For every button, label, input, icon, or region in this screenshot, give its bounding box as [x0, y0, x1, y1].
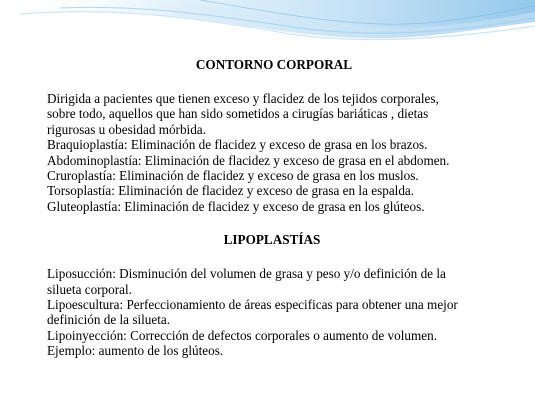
- list-item-gluteoplastia: Gluteoplastía: Eliminación de flacidez y exceso de grasa en los glúteos.: [47, 198, 425, 214]
- lipo-line: Ejemplo: aumento de los glúteos.: [47, 343, 224, 359]
- intro-paragraph: [47, 91, 497, 137]
- list-item-torsoplastia: Torsoplastía: Eliminación de flacidez y exceso de grasa en la espalda.: [47, 183, 415, 199]
- procedures-list: [47, 137, 497, 214]
- intro-line: rigurosas u obesidad mórbida.: [47, 121, 206, 137]
- lipo-line: definición de la silueta.: [47, 312, 171, 328]
- section-title-lipoplastias: LIPOPLASTÍAS: [223, 232, 321, 248]
- lipo-line: Liposucción: Disminución del volumen de grasa y peso y/o definición de la: [47, 266, 446, 282]
- intro-line: sobre todo, aquellos que han sido sometidos a cirugías bariáticas , dietas: [47, 106, 429, 122]
- list-item-cruroplastia: Cruroplastía: Eliminación de flacidez y exceso de grasa en los muslos.: [47, 168, 419, 184]
- section-title-contorno: CONTORNO CORPORAL: [195, 57, 353, 72]
- list-item-abdominoplastia: Abdominoplastía: Eliminación de flacidez y exceso de grasa en el abdomen.: [47, 152, 450, 168]
- lipo-line: Lipoescultura: Perfeccionamiento de áreas especificas para obtener una mejor: [47, 297, 458, 313]
- lipoplastias-paragraph: [47, 266, 497, 358]
- slide-content: [47, 57, 497, 359]
- lipo-line: Lipoinyección: Corrección de defectos corporales o aumento de volumen.: [47, 327, 437, 343]
- list-item-braquioplastia: Braquioplastía: Eliminación de flacidez y exceso de grasa en los brazos.: [47, 137, 428, 153]
- lipo-line: silueta corporal.: [47, 281, 132, 297]
- intro-line: Dirigida a pacientes que tienen exceso y flacidez de los tejidos corporales,: [47, 91, 439, 106]
